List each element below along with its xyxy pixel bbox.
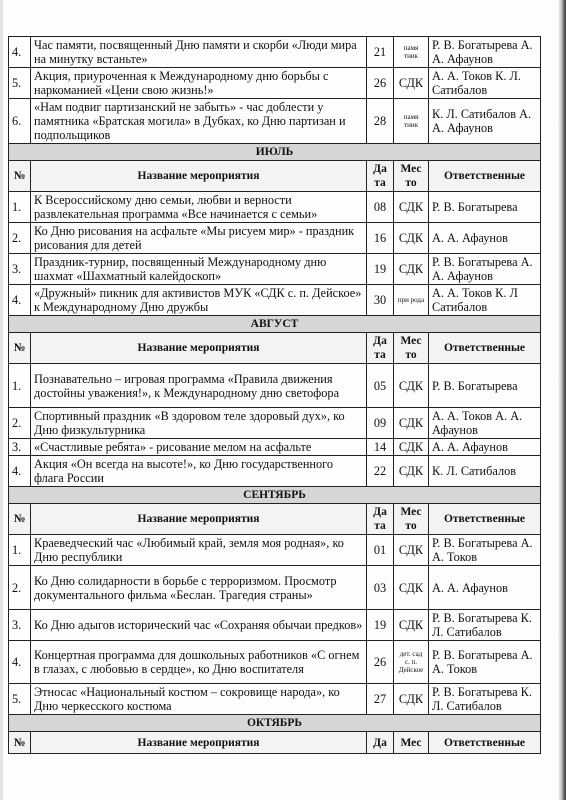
month-july	[9, 144, 541, 161]
scan-edge-shadow	[558, 0, 566, 800]
header-num: №	[9, 732, 31, 754]
event-place: СДК	[394, 566, 429, 610]
events-plan-document	[8, 36, 540, 754]
event-date: 27	[367, 684, 394, 715]
table-row	[9, 68, 541, 99]
event-name: «Счастливые ребята» - рисование мелом на асфальте	[31, 439, 367, 456]
responsible-persons: А. А. Афаунов	[429, 223, 541, 254]
row-number: 2.	[9, 566, 31, 610]
month-title: ИЮЛЬ	[9, 144, 541, 161]
row-number: 6.	[9, 99, 31, 144]
header-resp: Ответственные	[429, 333, 541, 364]
table-header	[9, 504, 541, 535]
header-resp: Ответственные	[429, 504, 541, 535]
header-date: Да та	[367, 504, 394, 535]
responsible-persons: Р. В. Богатырева К. Л. Сатибалов	[429, 610, 541, 641]
table-row	[9, 439, 541, 456]
header-place: Мес то	[394, 504, 429, 535]
row-number: 2.	[9, 223, 31, 254]
responsible-persons: Р. В. Богатырева А. А. Токов	[429, 641, 541, 684]
event-name: Спортивный праздник «В здоровом теле здоровый дух», ко Дню физкультурника	[31, 408, 367, 439]
event-date: 08	[367, 192, 394, 223]
responsible-persons: Р. В. Богатырева	[429, 192, 541, 223]
row-number: 5.	[9, 684, 31, 715]
header-place: Мес	[394, 732, 429, 754]
row-number: 5.	[9, 68, 31, 99]
responsible-persons: Р. В. Богатырева А. А. Афаунов	[429, 37, 541, 68]
event-date: 09	[367, 408, 394, 439]
event-place: памя тник	[394, 37, 429, 68]
table-row	[9, 223, 541, 254]
event-name: Час памяти, посвященный Дню памяти и скорби «Люди мира на минутку встаньте»	[31, 37, 367, 68]
month-october	[9, 715, 541, 732]
event-date: 16	[367, 223, 394, 254]
event-name: Праздник-турнир, посвященный Международному дню шахмат «Шахматный калейдоскоп»	[31, 254, 367, 285]
table-row	[9, 566, 541, 610]
event-place: СДК	[394, 610, 429, 641]
header-date: Да	[367, 732, 394, 754]
header-place: Мес то	[394, 161, 429, 192]
event-date: 19	[367, 254, 394, 285]
event-place: СДК	[394, 254, 429, 285]
event-date: 22	[367, 456, 394, 487]
responsible-persons: К. Л. Сатибалов А. А. Афаунов	[429, 99, 541, 144]
table-row	[9, 192, 541, 223]
header-resp: Ответственные	[429, 161, 541, 192]
event-name: Ко Дню адыгов исторический час «Сохраняя обычаи предков»	[31, 610, 367, 641]
table-header	[9, 333, 541, 364]
event-place: при рода	[394, 285, 429, 316]
event-name: Ко Дню солидарности в борьбе с терроризмом. Просмотр документального фильма «Беслан. Трагедия страны»	[31, 566, 367, 610]
header-name: Название мероприятия	[31, 333, 367, 364]
table-header	[9, 161, 541, 192]
event-place: СДК	[394, 223, 429, 254]
event-place: СДК	[394, 684, 429, 715]
table-row	[9, 364, 541, 408]
event-place: СДК	[394, 192, 429, 223]
event-date: 05	[367, 364, 394, 408]
table-row	[9, 285, 541, 316]
table-row	[9, 456, 541, 487]
responsible-persons: Р. В. Богатырева А. А. Афаунов	[429, 254, 541, 285]
row-number: 1.	[9, 192, 31, 223]
event-date: 19	[367, 610, 394, 641]
event-place: СДК	[394, 456, 429, 487]
table-row	[9, 641, 541, 684]
page-edge-shadow	[0, 0, 3, 800]
header-resp: Ответственные	[429, 732, 541, 754]
responsible-persons: А. А. Афаунов	[429, 566, 541, 610]
row-number: 1.	[9, 535, 31, 566]
responsible-persons: Р. В. Богатырева К. Л. Сатибалов	[429, 684, 541, 715]
header-name: Название мероприятия	[31, 732, 367, 754]
responsible-persons: А. А. Токов А. А. Афаунов	[429, 408, 541, 439]
table-header	[9, 732, 541, 754]
event-name: К Всероссийскому дню семьи, любви и верности развлекательная программа «Все начинается с семьи»	[31, 192, 367, 223]
event-place: СДК	[394, 364, 429, 408]
month-title: ОКТЯБРЬ	[9, 715, 541, 732]
row-number: 4.	[9, 641, 31, 684]
event-name: Акция, приуроченная к Международному дню борьбы с наркоманией «Цени свою жизнь!»	[31, 68, 367, 99]
table-row	[9, 535, 541, 566]
row-number: 3.	[9, 439, 31, 456]
event-name: Акция «Он всегда на высоте!», ко Дню государственного флага России	[31, 456, 367, 487]
header-num: №	[9, 161, 31, 192]
event-date: 21	[367, 37, 394, 68]
responsible-persons: Р. В. Богатырева А. А. Токов	[429, 535, 541, 566]
responsible-persons: А. А. Токов К. Л Сатибалов	[429, 285, 541, 316]
event-name: Концертная программа для дошкольных работников «С огнем в глазах, с любовью в сердце», ко Дню воспитателя	[31, 641, 367, 684]
header-num: №	[9, 333, 31, 364]
event-name: «Дружный» пикник для активистов МУК «СДК с. п. Дейское» к Международному Дню дружбы	[31, 285, 367, 316]
month-september	[9, 487, 541, 504]
month-august	[9, 316, 541, 333]
event-place: СДК	[394, 68, 429, 99]
event-date: 01	[367, 535, 394, 566]
header-date: Да та	[367, 161, 394, 192]
event-name: «Нам подвиг партизанский не забыть» - час доблести у памятника «Братская могила» в Дубках, ко Дню партизан и подпольщиков	[31, 99, 367, 144]
event-name: Краеведческий час «Любимый край, земля моя родная», ко Дню республики	[31, 535, 367, 566]
table-row	[9, 408, 541, 439]
event-date: 30	[367, 285, 394, 316]
event-place: СДК	[394, 535, 429, 566]
event-name: Этносас «Национальный костюм – сокровище народа», ко Дню черкесского костюма	[31, 684, 367, 715]
event-date: 26	[367, 641, 394, 684]
table-row	[9, 610, 541, 641]
month-title: СЕНТЯБРЬ	[9, 487, 541, 504]
row-number: 3.	[9, 254, 31, 285]
event-place: дет. сад с. п. Дейское	[394, 641, 429, 684]
responsible-persons: К. Л. Сатибалов	[429, 456, 541, 487]
event-date: 28	[367, 99, 394, 144]
header-name: Название мероприятия	[31, 161, 367, 192]
header-num: №	[9, 504, 31, 535]
responsible-persons: А. А. Афаунов	[429, 439, 541, 456]
table-row	[9, 684, 541, 715]
table-row	[9, 254, 541, 285]
row-number: 1.	[9, 364, 31, 408]
responsible-persons: А. А. Токов К. Л. Сатибалов	[429, 68, 541, 99]
table-row	[9, 99, 541, 144]
event-place: памя тник	[394, 99, 429, 144]
row-number: 3.	[9, 610, 31, 641]
header-name: Название мероприятия	[31, 504, 367, 535]
event-date: 26	[367, 68, 394, 99]
events-table	[8, 36, 541, 754]
event-place: СДК	[394, 439, 429, 456]
month-title: АВГУСТ	[9, 316, 541, 333]
row-number: 4.	[9, 37, 31, 68]
row-number: 2.	[9, 408, 31, 439]
event-name: Познавательно – игровая программа «Правила движения достойны уважения!», к Международному дню светофора	[31, 364, 367, 408]
row-number: 4.	[9, 456, 31, 487]
table-row	[9, 37, 541, 68]
header-place: Мес то	[394, 333, 429, 364]
event-place: СДК	[394, 408, 429, 439]
event-date: 14	[367, 439, 394, 456]
responsible-persons: Р. В. Богатырева	[429, 364, 541, 408]
event-name: Ко Дню рисования на асфальте «Мы рисуем мир» - праздник рисования для детей	[31, 223, 367, 254]
row-number: 4.	[9, 285, 31, 316]
event-date: 03	[367, 566, 394, 610]
header-date: Да та	[367, 333, 394, 364]
